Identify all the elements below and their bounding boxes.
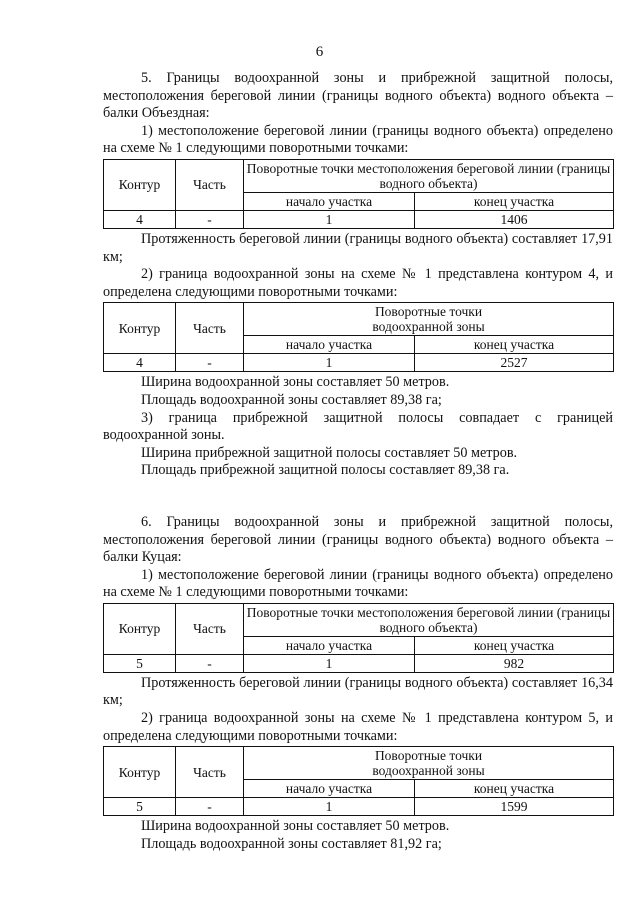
header-end: конец участка (415, 636, 614, 654)
section-6-heading: 6. Границы водоохранной зоны и прибрежной защитной полосы, местоположения береговой линии (границы водного объекта) водного объекта – балки Куцая: (103, 513, 613, 566)
section-6-zone-width: Ширина водоохранной зоны составляет 50 метров. (141, 818, 450, 835)
cell-contour: 4 (104, 354, 176, 372)
header-points-line2: водоохранной зоны (372, 763, 485, 779)
header-part: Часть (176, 603, 244, 654)
section-5-zone-area: Площадь водоохранной зоны составляет 89,38 га; (141, 391, 442, 408)
header-contour: Контур (104, 747, 176, 798)
header-start: начало участка (244, 192, 415, 210)
header-points (244, 303, 614, 336)
section-5-length: Протяженность береговой линии (границы водного объекта) составляет 17,91 км; (103, 230, 613, 265)
header-part: Часть (176, 747, 244, 798)
cell-part: - (176, 798, 244, 816)
table-row (104, 798, 614, 816)
document-body (103, 70, 613, 853)
section-5-strip-area: Площадь прибрежной защитной полосы составляет 89,38 га. (141, 462, 510, 479)
cell-start: 1 (244, 210, 415, 228)
section-6-zone-area: Площадь водоохранной зоны составляет 81,92 га; (141, 835, 442, 852)
section-5-item-2: 2) граница водоохранной зоны на схеме № 1 представлена контуром 4, и определена следующими поворотными точками: (103, 266, 613, 300)
header-points: Поворотные точки местоположения береговой линии (границы водного объекта) (244, 603, 614, 636)
header-contour: Контур (104, 159, 176, 210)
section-5-zone-width: Ширина водоохранной зоны составляет 50 метров. (141, 374, 450, 391)
cell-end: 982 (415, 654, 614, 672)
header-end: конец участка (415, 780, 614, 798)
header-points: Поворотные точки местоположения береговой линии (границы водного объекта) (244, 159, 614, 192)
page-number: 6 (315, 44, 324, 60)
header-points-line1: Поворотные точки (374, 748, 483, 764)
section-5-zone-table (103, 302, 614, 372)
section-6-item-1: 1) местоположение береговой линии (границы водного объекта) определено на схеме № 1 следующими поворотными точками: (103, 566, 613, 601)
section-6-item-2: 2) граница водоохранной зоны на схеме № 1 представлена контуром 5, и определена следующими поворотными точками: (103, 710, 613, 744)
cell-contour: 5 (104, 798, 176, 816)
cell-end: 1599 (415, 798, 614, 816)
section-6-shoreline-table (103, 603, 614, 673)
cell-end: 1406 (415, 210, 614, 228)
header-start: начало участка (244, 780, 415, 798)
cell-start: 1 (244, 654, 415, 672)
cell-contour: 5 (104, 654, 176, 672)
cell-part: - (176, 354, 244, 372)
section-6-length: Протяженность береговой линии (границы водного объекта) составляет 16,34 км; (103, 674, 613, 709)
header-points (244, 747, 614, 780)
header-contour: Контур (104, 303, 176, 354)
cell-contour: 4 (104, 210, 176, 228)
section-5-shoreline-table (103, 159, 614, 229)
section-5-item-3: 3) граница прибрежной защитной полосы совпадает с границей водоохранной зоны. (103, 409, 613, 444)
section-5-item-1: 1) местоположение береговой линии (границы водного объекта) определено на схеме № 1 следующими поворотными точками: (103, 122, 613, 157)
header-part: Часть (176, 303, 244, 354)
header-part: Часть (176, 159, 244, 210)
header-end: конец участка (415, 336, 614, 354)
header-points-line2: водоохранной зоны (372, 319, 485, 335)
header-end: конец участка (415, 192, 614, 210)
header-points-line1: Поворотные точки (374, 304, 483, 320)
table-row (104, 354, 614, 372)
section-6-zone-table (103, 746, 614, 816)
header-start: начало участка (244, 636, 415, 654)
cell-part: - (176, 210, 244, 228)
cell-part: - (176, 654, 244, 672)
header-start: начало участка (244, 336, 415, 354)
header-contour: Контур (104, 603, 176, 654)
section-5-heading: 5. Границы водоохранной зоны и прибрежной защитной полосы, местоположения береговой линии (границы водного объекта) водного объекта – балки Объездная: (103, 70, 613, 122)
cell-end: 2527 (415, 354, 614, 372)
cell-start: 1 (244, 354, 415, 372)
section-5-strip-width: Ширина прибрежной защитной полосы составляет 50 метров. (141, 444, 518, 461)
table-row (104, 654, 614, 672)
table-row (104, 210, 614, 228)
cell-start: 1 (244, 798, 415, 816)
